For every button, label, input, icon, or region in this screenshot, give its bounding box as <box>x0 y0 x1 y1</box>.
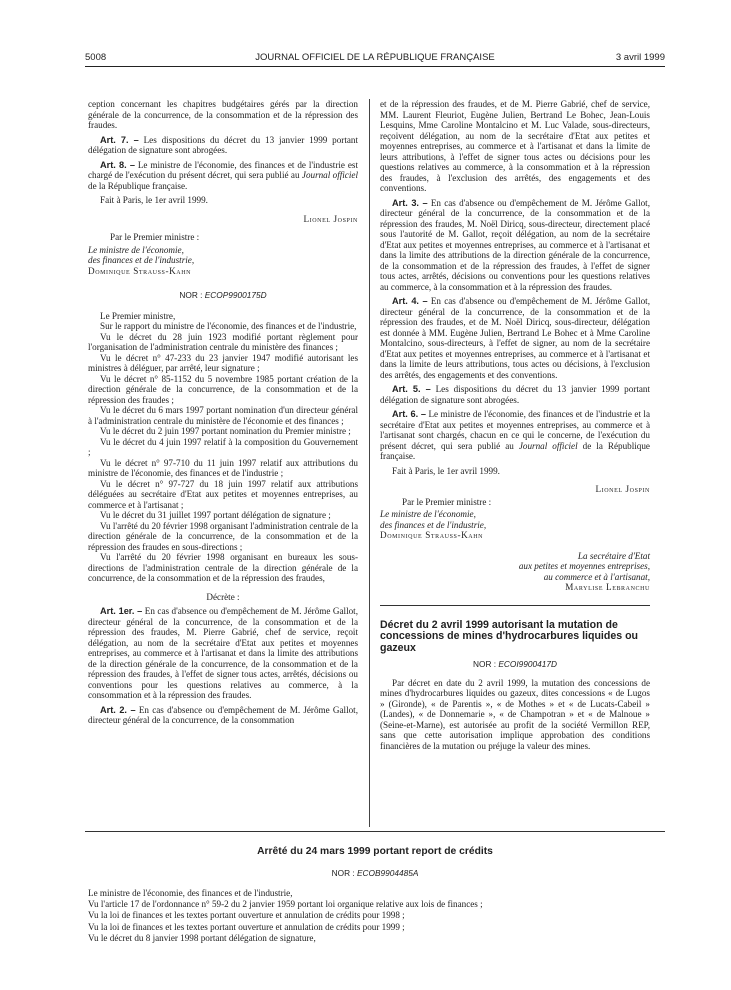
by-prime-minister: Par le Premier ministre : <box>110 232 200 242</box>
preamble-line: Vu le décret n° 97-727 du 18 juin 1997 relatif aux attributions déléguées au secrétaire d'Etat aux petites et moyennes entreprises, au commerce et à l'artisanat ; <box>88 478 358 510</box>
article-label: Art. 4. – <box>392 296 428 306</box>
continuation-text: et de la répression des fraudes, et de M. Pierre Gabrié, chef de service, MM. Laurent Fleuriot, Eugène Julien, Bertrand Le Bohec, Jean-Louis Lesquins, Mme Caroline Montalcino et M. Luc Valade, sous-directeurs, reçoivent délégation, au nom de la secrétaire d'Etat aux petites et moyennes entreprises, au commerce et à l'artisanat et dans la limite de leurs attributions, à l'effet de signer tous actes ou décisions pour les questions relatives au commerce, à la consommation et à la répression des fraudes, à l'exclusion des arrêtés, des engagements et des conventions. <box>380 99 650 193</box>
article-label: Art. 1er. – <box>100 606 143 616</box>
article-text: En cas d'absence ou d'empêchement de M. Jérôme Gallot, directeur général de la concurrence, de la consommation et de la répression des fraudes, M. Noël Diricq, sous-directeur, directement placé sous l'autorité de M. Gallot, reçoit délégation, au nom de la secrétaire d'Etat aux petites et moyennes entreprises, au commerce et à l'artisanat et dans la limite des attributions de la direction générale de la concurrence, de la consommation et de la répression des fraudes, à l'effet de signer tous actes, arrêtés, décisions ou conventions pour les questions relatives au commerce, à la consommation et à la répression des fraudes. <box>380 197 650 292</box>
article-label: Art. 3. – <box>392 197 428 208</box>
preamble-line: Le Premier ministre, <box>100 310 176 321</box>
section-separator <box>380 605 650 606</box>
done-at: Fait à Paris, le 1er avril 1999. <box>392 465 500 476</box>
article-text: En cas d'absence ou d'empêchement de M. Jérôme Gallot, directeur général de la concurrence, de la consommation <box>88 704 358 725</box>
arrete-line: Vu la loi de finances et les textes portant ouverture et annulation de crédits pour 1999 ; <box>88 921 405 932</box>
minister-title: Le ministre de l'économie, <box>380 509 476 519</box>
secretary-title: La secrétaire d'Etat <box>577 550 650 561</box>
page-number: 5008 <box>85 52 107 63</box>
article-text: Les dispositions du décret du 13 janvier 1999 portant délégation de signature sont abrogées. <box>88 134 359 155</box>
article-label: Art. 7. – <box>100 134 139 145</box>
article-6 <box>380 409 650 462</box>
section-separator <box>85 831 665 832</box>
article-label: Art. 8. – <box>100 159 135 170</box>
secretary-title: aux petites et moyennes entreprises, <box>518 561 650 571</box>
article-5 <box>380 384 650 405</box>
journal-name: Journal officiel <box>518 440 578 451</box>
article-text: de la République française. <box>88 180 188 191</box>
article-label: Art. 6. – <box>392 409 427 419</box>
preamble-line: Vu l'arrêté du 20 février 1998 organisant en bureaux les sous-directions de l'administration centrale de la direction générale de la concurrence, de la consommation et de la répression des fraudes, <box>88 552 358 583</box>
minister-title: des finances et de l'industrie, <box>380 519 487 530</box>
continuation-text: ception concernant les chapitres budgétaires gérés par la direction générale de la concurrence, de la consommation et de la répression des fraudes. <box>88 99 358 130</box>
preamble-line: Vu le décret du 4 juin 1997 relatif à la composition du Gouvernement ; <box>88 436 358 457</box>
secretary-title: au commerce et à l'artisanat, <box>543 571 650 582</box>
preamble <box>88 311 358 584</box>
article-label: Art. 5. – <box>392 384 431 394</box>
article-8 <box>88 160 358 192</box>
journal-title: JOURNAL OFFICIEL DE LA RÉPUBLIQUE FRANÇAISE <box>255 52 495 63</box>
preamble-line: Vu le décret n° 85-1152 du 5 novembre 1985 portant création de la direction générale de la concurrence, de la consommation et de la répression des fraudes ; <box>88 373 358 405</box>
nor-reference: NOR : ECOI9900417D <box>473 659 557 669</box>
article-7 <box>88 135 358 156</box>
arrete-title: Arrêté du 24 mars 1999 portant report de crédits <box>257 846 493 857</box>
arrete-body <box>88 888 658 944</box>
preamble-line: Vu l'arrêté du 20 février 1998 organisant l'administration centrale de la direction générale de la concurrence, de la consommation et de la répression des fraudes en sous-directions ; <box>88 520 358 552</box>
arrete-line: Vu le décret du 8 janvier 1998 portant délégation de signature, <box>88 932 316 943</box>
signer-name: Lionel Jospin <box>303 213 358 224</box>
article-2 <box>88 705 358 726</box>
header-rule <box>85 66 665 67</box>
preamble-line: Vu le décret n° 47-233 du 23 janvier 1947 modifié autorisant les ministres à déléguer, par arrêté, leur signature ; <box>88 352 358 373</box>
article-text: En cas d'absence ou d'empêchement de M. Jérôme Gallot, directeur général de la concurrence, de la consommation et de la répression des fraudes, et de M. Noël Diricq, sous-directeur, délégation est donnée à MM. Eugène Julien, Bertrand Le Bohec et à Mme Caroline Montalcino, sous-directeurs, à l'effet de signer, au nom de la secrétaire d'Etat aux petites et moyennes entreprises, au commerce et à l'artisanat et dans la limite de leurs attributions, tous actes ou décisions, à l'exclusion des arrêtés, des engagements et des conventions. <box>380 296 650 380</box>
journal-name: Journal officiel <box>301 170 358 180</box>
by-prime-minister: Par le Premier ministre : <box>402 496 492 507</box>
preamble-line: Vu le décret du 2 juin 1997 portant nomination du Premier ministre ; <box>100 426 351 436</box>
page-header <box>85 52 665 66</box>
arrete-line: Vu l'article 17 de l'ordonnance n° 59-2 du 2 janvier 1959 portant loi organique relative aux lois de finances ; <box>88 899 483 910</box>
minister-name: Dominique Strauss-Kahn <box>88 265 192 276</box>
nor-reference: NOR : ECOP9900175D <box>179 290 267 300</box>
article-4 <box>380 296 650 380</box>
left-column <box>88 99 358 726</box>
article-text: de la République française. <box>380 440 650 461</box>
signer-name: Lionel Jospin <box>595 484 650 494</box>
preamble-line: Sur le rapport du ministre de l'économie, des finances et de l'industrie, <box>100 321 357 331</box>
right-column <box>380 99 650 751</box>
decree-text: Par décret en date du 2 avril 1999, la mutation des concessions de mines d'hydrocarbures liquides ou gazeux, dites concessions « de Lugos » (Gironde), « de Parentis », « de Mothes » et « de Lucats-Cabeil » (Landes), « de Donnemarie », « de Champotran » et « de Malnoue » (Seine-et-Marne), est autorisée au profit de la société Vermillon REP, sans que cette autorisation implique approbation des conditions financières de la mutation ou préjuge la valeur des mines. <box>380 677 650 751</box>
secretary-name: Marylise Lebranchu <box>565 582 650 592</box>
article-text: Le ministre de l'économie, des finances et de l'industrie est chargé de l'exécution du présent décret, qui sera publié au <box>88 159 358 180</box>
preamble-line: Vu le décret du 31 juillet 1997 portant délégation de signature ; <box>100 510 331 520</box>
article-1 <box>88 606 358 701</box>
preamble-line: Vu le décret n° 97-710 du 11 juin 1997 relatif aux attributions du ministre de l'économie, des finances et de l'industrie ; <box>88 457 358 478</box>
decree-title: Décret du 2 avril 1999 autorisant la mutation de concessions de mines d'hydrocarbures liquides ou gazeux <box>380 618 639 654</box>
article-text: Le ministre de l'économie, des finances et de l'industrie et la secrétaire d'Etat aux petites et moyennes entreprises, au commerce et à l'artisanat sont chargés, chacun en ce qui le concerne, de l'exécution du présent décret, qui sera publié au <box>380 409 651 451</box>
article-3 <box>380 198 650 293</box>
preamble-line: Vu le décret du 28 juin 1923 modifié portant règlement pour l'organisation de l'administration centrale du ministère des finances ; <box>88 331 358 352</box>
nor-reference: NOR : ECOB9904485A <box>331 868 419 878</box>
minister-title: Le ministre de l'économie, <box>88 244 184 255</box>
minister-title: des finances et de l'industrie, <box>88 255 195 265</box>
secretary-signature <box>380 551 650 593</box>
arrete-line: Vu la loi de finances et les textes portant ouverture et annulation de crédits pour 1998 ; <box>88 910 405 921</box>
issue-date: 3 avril 1999 <box>615 52 665 63</box>
decrete-heading: Décrète : <box>206 591 240 602</box>
column-separator <box>369 99 370 827</box>
article-text: Les dispositions du décret du 13 janvier 1999 portant délégation de signature sont abrogées. <box>380 384 651 405</box>
preamble-line: Vu le décret du 6 mars 1997 portant nomination d'un directeur général à l'administration centrale du ministère de l'économie et des finances ; <box>88 405 358 426</box>
article-text: En cas d'absence ou d'empêchement de M. Jérôme Gallot, directeur général de la concurrence, de la consommation et de la répression des fraudes, M. Pierre Gabrié, chef de service, reçoit délégation, au nom de la secrétaire d'Etat aux petites et moyennes entreprises, au commerce et à l'artisanat et dans la limite des attributions de la direction générale de la concurrence, de la consommation et de la répression des fraudes, à l'effet de signer tous actes, arrêtés, décisions ou conventions pour les questions relatives au commerce, à la consommation et à la répression des fraudes. <box>88 606 358 700</box>
minister-name: Dominique Strauss-Kahn <box>380 530 484 540</box>
done-at: Fait à Paris, le 1er avril 1999. <box>100 195 208 205</box>
article-label: Art. 2. – <box>100 704 136 715</box>
arrete-line: Le ministre de l'économie, des finances et de l'industrie, <box>88 888 293 898</box>
